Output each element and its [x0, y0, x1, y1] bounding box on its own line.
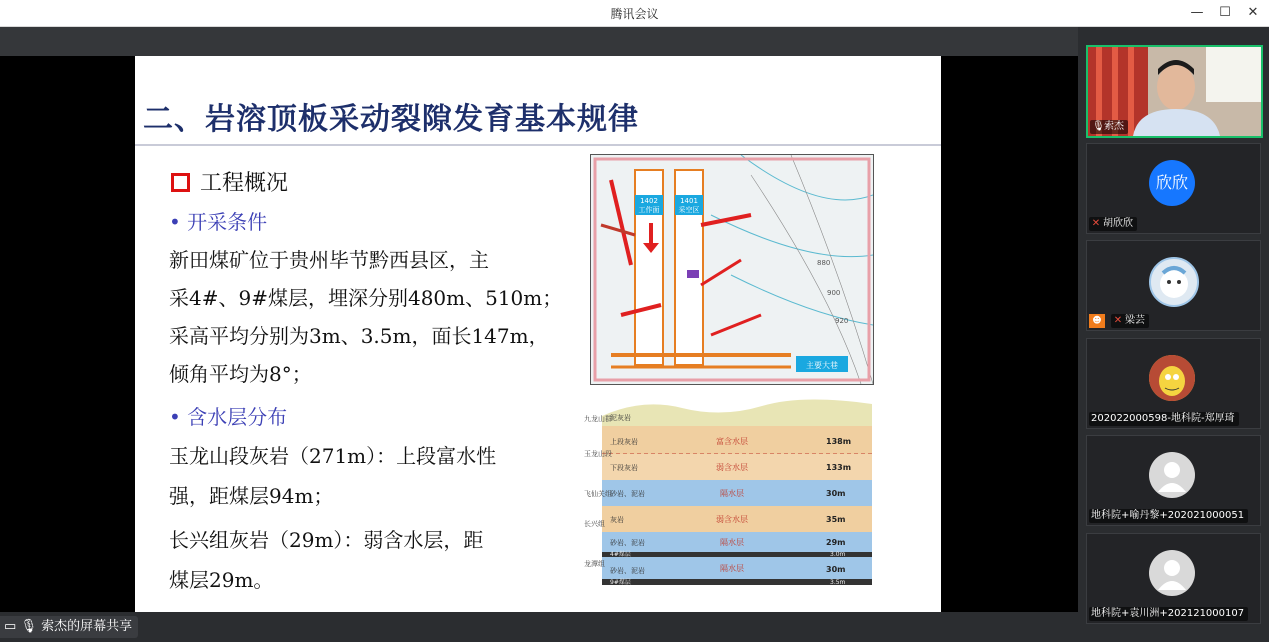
layer-name: 砂岩、泥岩 — [610, 490, 645, 498]
layer-thickness: 138m — [826, 437, 852, 446]
participant-name-tag — [1089, 607, 1248, 621]
strata-drawing — [582, 396, 872, 592]
participant-avatar — [1149, 550, 1195, 596]
slide-title: 二、岩溶顶板采动裂隙发育基本规律 — [143, 102, 639, 137]
bullet-mining-conditions: • 开采条件 — [169, 210, 268, 234]
participant-tile[interactable] — [1086, 533, 1261, 624]
participant-tile[interactable] — [1086, 240, 1261, 331]
layer-thickness: 3.5m — [830, 579, 846, 586]
strata-side-label: 长兴组 — [584, 520, 605, 528]
presentation-slide — [135, 56, 941, 612]
mining-conditions-text — [169, 241, 579, 393]
title-divider — [135, 144, 941, 146]
layer-thickness: 30m — [826, 489, 846, 498]
participant-name: 胡欣欣 — [1103, 218, 1133, 229]
contour-label: 900 — [827, 289, 841, 297]
participant-tile[interactable] — [1086, 143, 1261, 234]
strata-column-diagram — [582, 396, 872, 592]
map-panel-label: 1401 — [680, 197, 698, 205]
participant-tile[interactable] — [1086, 338, 1261, 429]
layer-name: 泥灰岩 — [610, 414, 631, 422]
participant-name: 地科院+袁川洲+202121000107 — [1091, 608, 1245, 619]
microphone-muted-icon: ✕ — [1113, 315, 1123, 326]
microphone-icon: 🎙 — [1092, 121, 1105, 132]
maximize-button[interactable]: ☐ — [1219, 5, 1231, 20]
aquifer-text — [169, 436, 579, 600]
body-line: 强，距煤层94m； — [169, 484, 334, 508]
participant-tile[interactable] — [1086, 45, 1263, 138]
body-line: 玉龙山段灰岩（271m）：上段富水性 — [169, 444, 497, 468]
layer-name: 下段灰岩 — [610, 464, 638, 472]
participant-name-tag — [1089, 412, 1239, 426]
participant-avatar: 欣欣 — [1149, 160, 1195, 206]
strata-side-label: 玉龙山段 — [584, 450, 612, 458]
participant-name: 梁芸 — [1125, 315, 1145, 326]
participant-name: 索杰 — [1104, 121, 1124, 132]
layer-thickness: 29m — [826, 538, 846, 547]
body-line: 长兴组灰岩（29m）：弱含水层，距 — [169, 528, 484, 552]
layer-aquifer-label: 弱含水层 — [716, 463, 748, 472]
participant-tile[interactable] — [1086, 435, 1261, 526]
section-heading — [171, 166, 288, 197]
cartoon-avatar-icon — [1149, 355, 1195, 401]
mine-map-drawing — [591, 155, 873, 384]
participant-name-tag — [1089, 509, 1248, 523]
cartoon-avatar-icon — [1151, 259, 1197, 305]
participant-name: 202022000598-地科院-郑厚琦 — [1091, 413, 1235, 424]
contour-label: 880 — [817, 259, 831, 267]
window-titlebar — [0, 0, 1269, 27]
participant-name-tag — [1111, 314, 1149, 328]
layer-aquifer-label: 富含水层 — [716, 437, 748, 446]
participant-avatar — [1149, 452, 1195, 498]
strata-side-label: 龙潭组 — [584, 560, 605, 568]
layer-thickness: 133m — [826, 463, 852, 472]
microphone-icon: 🎙 — [20, 619, 37, 634]
section-heading-text: 工程概况 — [200, 171, 289, 196]
default-user-icon — [1149, 452, 1195, 498]
meeting-top-toolbar — [0, 27, 1078, 56]
participant-name: 地科院+喻丹黎+202021000051 — [1091, 510, 1245, 521]
participants-panel — [1078, 27, 1269, 642]
body-line: 煤层29m。 — [169, 568, 274, 592]
body-line: 倾角平均为8°； — [169, 362, 312, 386]
strata-side-label: 九龙山群 — [584, 415, 612, 423]
minimize-button[interactable]: — — [1190, 5, 1204, 20]
participant-avatar — [1149, 355, 1195, 401]
contour-label: 920 — [835, 317, 849, 325]
participant-avatar — [1149, 257, 1199, 307]
window-title: 腾讯会议 — [610, 7, 659, 21]
microphone-muted-icon: ✕ — [1091, 218, 1101, 229]
participant-name-tag — [1089, 217, 1137, 231]
body-line: 采4#、9#煤层，埋深分别480m、510m； — [169, 286, 563, 310]
map-panel-label: 1402 — [640, 197, 658, 205]
strata-side-label: 飞仙关组 — [584, 490, 612, 498]
layer-name: 上段灰岩 — [610, 438, 638, 446]
square-bullet-icon — [171, 173, 190, 192]
share-status-bar — [0, 612, 1078, 642]
screen-share-icon: ▭ — [4, 619, 17, 634]
layer-name: 4#煤层 — [610, 551, 631, 558]
layer-aquifer-label: 隔水层 — [720, 538, 744, 547]
layer-name: 砂岩、泥岩 — [610, 567, 645, 575]
shared-screen-area — [0, 56, 1078, 612]
layer-aquifer-label: 隔水层 — [720, 564, 744, 573]
screen-share-label: 索杰的屏幕共享 — [41, 619, 133, 634]
layer-name: 灰岩 — [610, 516, 624, 524]
mine-plan-map — [590, 154, 874, 385]
body-line: 新田煤矿位于贵州毕节黔西县区，主 — [169, 248, 489, 272]
participant-name-tag — [1090, 120, 1128, 134]
layer-name: 9#煤层 — [610, 579, 631, 586]
close-button[interactable]: ✕ — [1247, 5, 1259, 20]
layer-thickness: 35m — [826, 515, 846, 524]
map-roadway-label: 主要大巷 — [806, 361, 838, 370]
layer-thickness: 3.0m — [830, 551, 846, 558]
user-badge-icon: ☻ — [1089, 314, 1105, 328]
map-panel-label: 工作面 — [638, 206, 660, 214]
layer-aquifer-label: 隔水层 — [720, 489, 744, 498]
layer-name: 砂岩、泥岩 — [610, 539, 645, 547]
layer-aquifer-label: 弱含水层 — [716, 515, 748, 524]
layer-thickness: 30m — [826, 565, 846, 574]
body-line: 采高平均分别为3m、3.5m，面长147m， — [169, 324, 549, 348]
screen-share-tag[interactable] — [0, 616, 138, 638]
map-panel-label: 采空区 — [678, 206, 700, 214]
default-user-icon — [1149, 550, 1195, 596]
bullet-aquifer-distribution: • 含水层分布 — [169, 405, 288, 429]
